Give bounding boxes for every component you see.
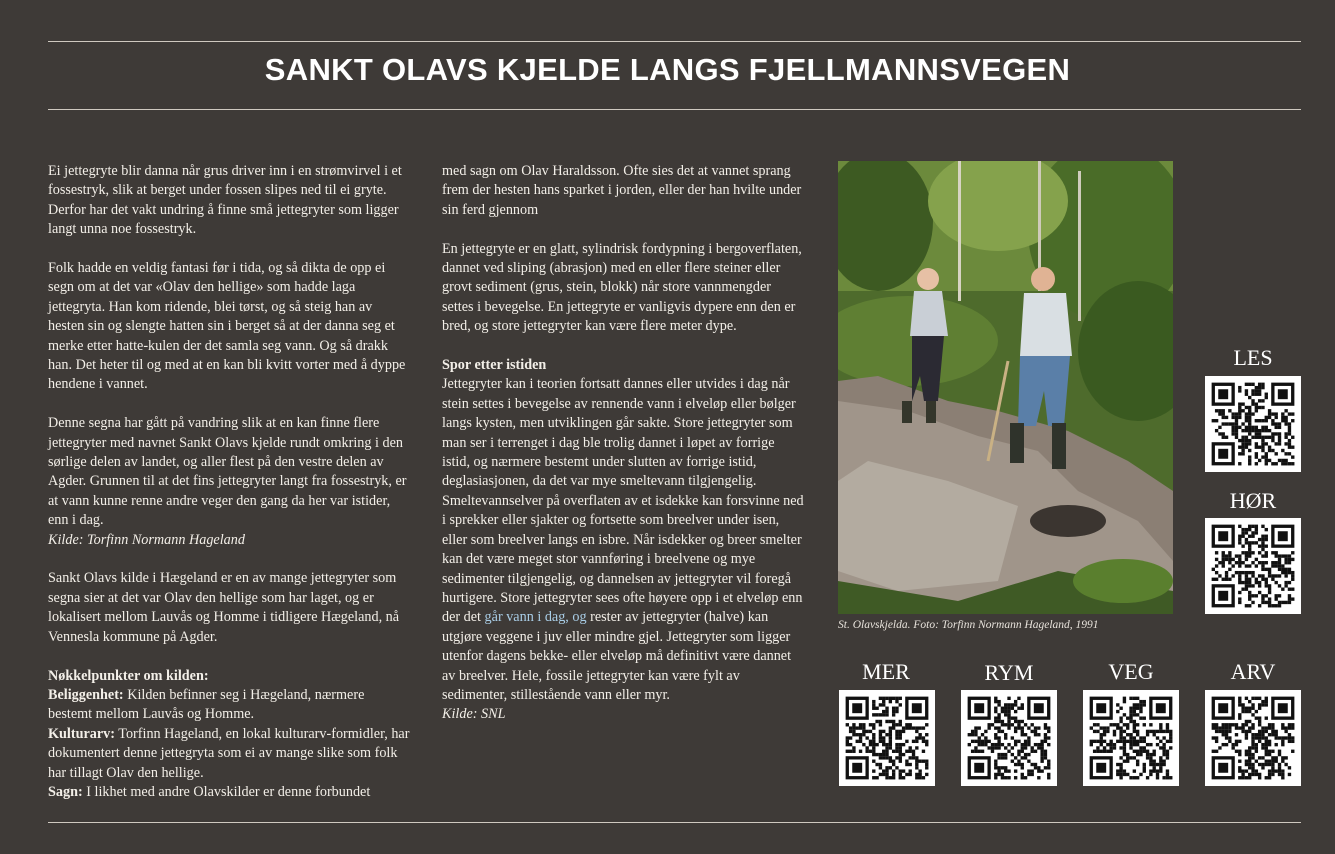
qr-label-hor: HØR bbox=[1229, 488, 1277, 513]
source-note bbox=[442, 705, 804, 724]
source-text: Kilde: SNL bbox=[442, 706, 506, 723]
photo-caption: St. Olavskjelda. Foto: Torfinn Normann Hageland, 1991 bbox=[838, 619, 1099, 631]
paragraph: Folk hadde en veldig fantasi før i tida, og så dikta de opp ei segn om at det var «Olav den hellige» som hadde laga jettegryta. Han kom ridende, blei tørst, og så steig han av hesten sin og slengte hatten sin i berget så at der danna seg et merke etter hatte-kulen der det samla seg vann. Og så drakk han. Det heter til og med at en kan bli kvitt vorter med å dyppe hendene i vannet. bbox=[48, 260, 406, 393]
key-point-legend bbox=[48, 783, 410, 802]
key-points-heading bbox=[48, 667, 410, 686]
key-point-label: Beliggenhet: bbox=[48, 686, 124, 703]
text-column-left bbox=[48, 162, 410, 802]
photo-olavskjelda bbox=[838, 161, 1173, 614]
section-heading-text: Spor etter istiden bbox=[442, 357, 547, 374]
qr-label-arv: ARV bbox=[1230, 659, 1276, 684]
text-column-middle bbox=[442, 162, 804, 725]
bottom-rule bbox=[48, 822, 1301, 823]
paragraph: Ei jettegryte blir danna når grus driver inn i en strømvirvel i et fossestryk, slik at berget under fossen slipes ned til ei gryte. Derfor har det vakt undring å finne små jettegryter som ligger langt unna noe fossestryk. bbox=[48, 163, 402, 238]
highlighted-link[interactable]: går vann i dag, og bbox=[484, 609, 587, 626]
source-note bbox=[48, 531, 410, 550]
page-title: SANKT OLAVS KJELDE LANGS FJELLMANNSVEGEN bbox=[264, 52, 1071, 87]
qr-pattern bbox=[961, 690, 1057, 786]
key-point-heritage bbox=[48, 725, 410, 783]
key-point-location bbox=[48, 686, 410, 725]
key-points-heading-text: Nøkkelpunkter om kilden: bbox=[48, 667, 209, 684]
qr-pattern bbox=[1205, 518, 1301, 614]
paragraph-text: rester av jettegryter (halve) kan utgjøre veggene i juv eller mindre gjel. Jettegryter som ligger utenfor dagens bekke- eller elveløp må definitivt være dannet av breelver. Hele, fossile jettegryter kan være fylt av sedimenter, stillestående vann eller myr. bbox=[442, 609, 792, 703]
photo-illustration bbox=[838, 161, 1173, 614]
key-point-label: Sagn: bbox=[48, 783, 83, 800]
paragraph bbox=[442, 375, 804, 705]
qr-label-veg: VEG bbox=[1108, 659, 1154, 684]
paragraph: En jettegryte er en glatt, sylindrisk fordypning i bergoverflaten, dannet ved sliping (abrasjon) med en eller flere steiner eller grovt sediment (grus, stein, blokk) når store vannmengder settes i bevegelse. En jettegryte er vanligvis dypere enn den er bred, og store jettegryter kan være flere meter dype. bbox=[442, 240, 802, 335]
qr-pattern bbox=[1083, 690, 1179, 786]
key-point-text: Torfinn Hageland, en lokal kulturarv-formidler, har dokumentert denne jettegryta som ei av mange slike som folk har tillagt Olav den hellige. bbox=[48, 725, 410, 781]
qr-code-mer[interactable] bbox=[839, 690, 935, 786]
paragraph: med sagn om Olav Haraldsson. Ofte sies det at vannet sprang frem der hesten hans sparket i jorden, eller der han hvilte under sin ferd gjennom bbox=[442, 163, 802, 218]
qr-pattern bbox=[1205, 376, 1301, 472]
qr-code-hor[interactable] bbox=[1205, 518, 1301, 614]
qr-code-veg[interactable] bbox=[1083, 690, 1179, 786]
source-text: Kilde: Torfinn Normann Hageland bbox=[48, 531, 245, 548]
qr-code-arv[interactable] bbox=[1205, 690, 1301, 786]
title-rule bbox=[48, 109, 1301, 110]
key-point-text: Kilden befinner seg i Hægeland, nærmere bestemt mellom Lauvås og Homme. bbox=[48, 686, 365, 723]
paragraph-text: Jettegryter kan i teorien fortsatt dannes eller utvides i dag når stein settes i bevegelse av rennende vann i elveløp eller bølger langs kysten, men utviklingen går sakte. Store jettegryter som man ser i terrenget i dag ble trolig dannet i løpet av forrige istid, og nærmere bestemt under slutten av forrige istid, deglasiasjonen, da det var mye smeltevann tilgjengelig. Smeltevannselver på overflaten av et isdekke kan forsvinne ned i sprekker eller sjakter og fortsette som breelver under isen, eller som breelver langs en isbre. Når isdekker og breer smelter kan det være meget stor vannføring i breelvene og mye sedimenter tilgjengelig, og dannelsen av jettegryter vil foregå hurtigere. Store jettegryter sees ofte høyere opp i et elveløp enn der det bbox=[442, 376, 804, 626]
qr-code-les[interactable] bbox=[1205, 376, 1301, 472]
paragraph: Sankt Olavs kilde i Hægeland er en av mange jettegryter som segna sier at det var Olav den hellige som har laget, og er lokalisert mellom Lauvås og Homme i tidligere Hægeland, nå Vennesla kommune på Agder. bbox=[48, 570, 400, 645]
qr-pattern bbox=[1205, 690, 1301, 786]
section-heading bbox=[442, 356, 804, 375]
qr-pattern bbox=[839, 690, 935, 786]
top-rule bbox=[48, 41, 1301, 42]
qr-label-mer: MER bbox=[862, 659, 910, 684]
qr-label-rym: RYM bbox=[984, 660, 1034, 685]
key-point-label: Kulturarv: bbox=[48, 725, 115, 742]
qr-code-rym[interactable] bbox=[961, 690, 1057, 786]
key-point-text: I likhet med andre Olavskilder er denne forbundet bbox=[82, 783, 371, 800]
qr-label-les: LES bbox=[1233, 345, 1273, 370]
paragraph: Denne segna har gått på vandring slik at en kan finne flere jettegryter med navnet Sankt Olavs kjelde rundt omkring i den sørlige delen av landet, og aller flest på den vestre delen av Agder. Grunnen til at det fins jettegryter langt fra fossestryk, er at vann kunne renne andre veger den gang da her var istider, enn i dag. bbox=[48, 415, 407, 529]
